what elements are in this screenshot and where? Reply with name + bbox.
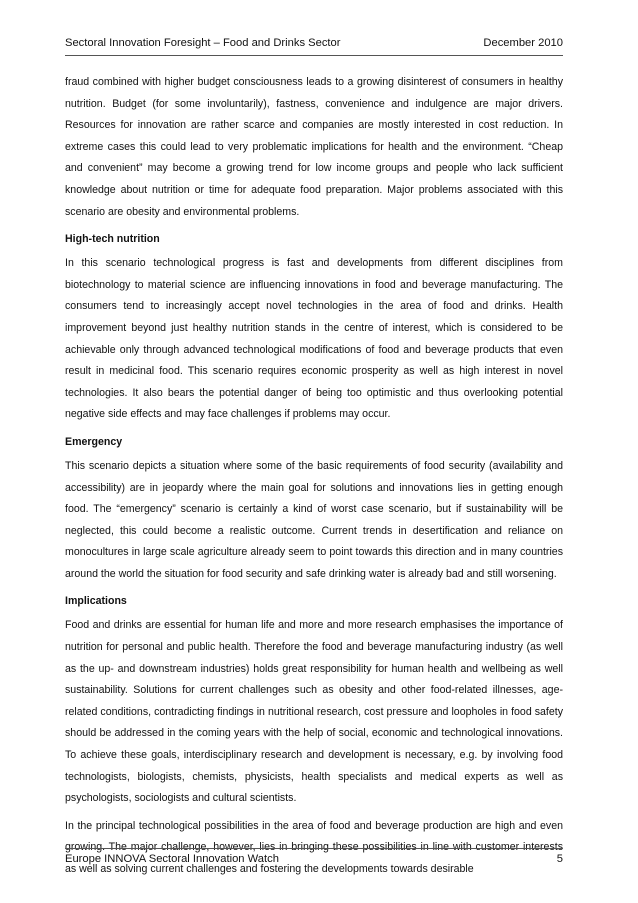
header-date: December 2010 [483,37,563,49]
page-footer [65,853,563,869]
header-divider [65,55,563,56]
section-paragraph: In the principal technological possibilities in the area of food and beverage production are high and even growing. The major challenge, however, lies in bringing these possibilities in line with customer interests as well as solving current challenges and fostering the developments towards desirable [65,819,563,875]
page-number: 5 [556,853,563,865]
section-heading-emergency: Emergency [65,435,123,448]
section-paragraph: This scenario depicts a situation where some of the basic requirements of food security (availability and accessibility) are in jeopardy where the main goal for solutions and innovations lies in getting enough food. The “emergency” scenario is certainly a kind of worst case scenario, but if sustainability will be neglected, this could become a realistic outcome. Current trends in desertification and reliance on monocultures in large scale agriculture already seem to point towards this direction and in many countries around the world the situation for food security and safe drinking water is already bad and still worsening. [65,459,563,580]
footer-divider [65,848,563,849]
footer-source: Europe INNOVA Sectoral Innovation Watch [65,853,279,865]
section-paragraph: Food and drinks are essential for human life and more and more research emphasises the importance of nutrition for personal and public health. Therefore the food and beverage manufacturing industry (as well as the up- and downstream industries) holds great responsibility for human health and wellbeing as well sustainability. Solutions for current challenges such as obesity and other food-related illnesses, age-related conditions, contradicting findings in nutritional research, cost pressure and loopholes in food safety should be addressed in the coming years with the help of social, economic and technological innovations. To achieve these goals, interdisciplinary research and development is necessary, e.g. by involving food technologists, biologists, chemists, physicists, health specialists and medical experts as well as psychologists, sociologists and cultural scientists. [65,619,563,805]
intro-paragraph: fraud combined with higher budget consciousness leads to a growing disinterest of consumers in healthy nutrition. Budget (for some involuntarily), fastness, convenience and indulgence are major drivers. Resources for innovation are rather scarce and companies are mostly interested in cost reduction. In extreme cases this could lead to very problematic implications for health and the environment. “Cheap and convenient” may become a growing trend for low income groups and people who lack sufficient knowledge about nutrition or time for adequate food preparation. Major problems associated with this scenario are obesity and environmental problems. [65,76,563,218]
page-body [65,72,563,881]
header-title: Sectoral Innovation Foresight – Food and Drinks Sector [65,37,341,49]
section-paragraph: In this scenario technological progress is fast and developments from different disciplines from biotechnology to material science are influencing innovations in food and beverage manufacturing. The consumers tend to increasingly accept novel technologies in the area of food and drinks. Health improvement beyond just healthy nutrition stands in the centre of interest, which is considered to be achievable only through advanced technological modifications of food and beverage products that even result in medicinal food. This scenario requires economic prosperity as well as high interest in novel technologies. It also bears the potential danger of being too optimistic and thus overlooking potential negative side effects and may face challenges if problems may occur. [65,257,563,421]
page-header [65,37,563,53]
section-heading-high-tech-nutrition: High-tech nutrition [65,233,160,246]
section-heading-implications: Implications [65,595,127,608]
